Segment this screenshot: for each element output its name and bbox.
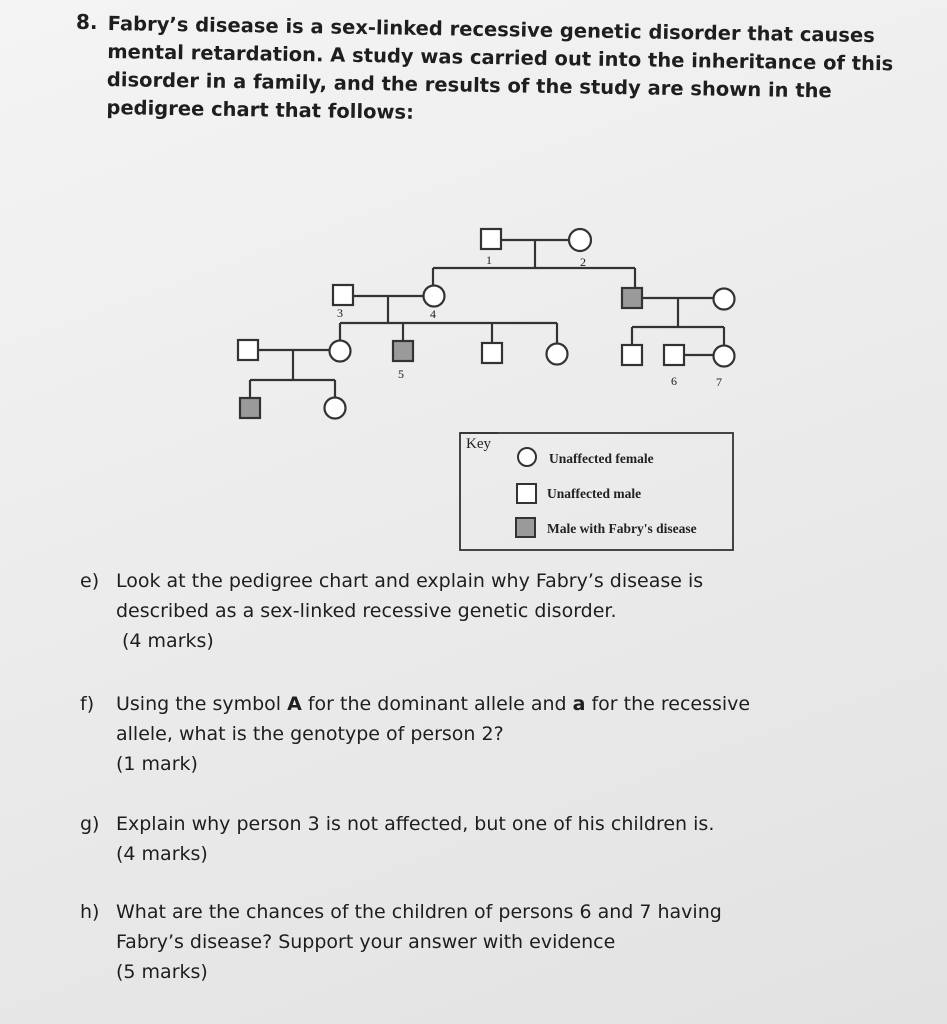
part-label: f) — [80, 693, 95, 715]
unaffected-female — [714, 289, 735, 310]
part-label: h) — [80, 901, 100, 923]
person-7-female — [714, 346, 735, 367]
label-7: 7 — [716, 375, 722, 389]
part-marks: (1 mark) — [116, 753, 198, 775]
label-6: 6 — [671, 374, 677, 388]
unaffected-female — [330, 341, 351, 362]
part-line: Fabry’s disease? Support your answer with evidence — [116, 931, 616, 953]
unaffected-male — [482, 343, 502, 363]
affected-male — [240, 398, 260, 418]
unaffected-male — [238, 340, 258, 360]
intro-line: mental retardation. A study was carried out into the inheritance of this — [107, 39, 894, 76]
key-male-symbol — [517, 484, 536, 503]
label-5: 5 — [398, 367, 404, 381]
part-line: What are the chances of the children of persons 6 and 7 having — [116, 901, 722, 923]
key-affected-male: Male with Fabry's disease — [547, 521, 697, 536]
part-marks: (4 marks) — [122, 630, 214, 652]
part-label: e) — [80, 570, 100, 592]
person-6-male — [664, 345, 684, 365]
key-unaffected-female: Unaffected female — [549, 451, 654, 466]
unaffected-female — [547, 344, 568, 365]
person-4-female — [424, 286, 445, 307]
part-label: g) — [80, 813, 100, 835]
label-3: 3 — [337, 306, 343, 320]
person-2-female — [569, 229, 591, 251]
key-affected-symbol — [516, 518, 535, 537]
affected-male — [622, 288, 642, 308]
part-line: Explain why person 3 is not affected, but one of his children is. — [116, 813, 715, 835]
key-unaffected-male: Unaffected male — [547, 486, 642, 501]
intro-line: Fabry’s disease is a sex-linked recessive genetic disorder that causes — [107, 11, 876, 48]
unaffected-male — [622, 345, 642, 365]
part-marks: (4 marks) — [116, 843, 208, 865]
label-4: 4 — [430, 307, 436, 321]
question-number: 8. — [76, 10, 98, 34]
label-1: 1 — [486, 253, 492, 267]
person-5-affected-male — [393, 341, 413, 361]
part-line: described as a sex-linked recessive genetic disorder. — [116, 600, 617, 622]
unaffected-female — [325, 398, 346, 419]
part-line: allele, what is the genotype of person 2? — [116, 723, 504, 745]
part-line: Using the symbol A for the dominant allele and a for the recessive — [116, 693, 751, 715]
key-title: Key — [466, 436, 491, 452]
label-2: 2 — [580, 255, 586, 269]
intro-line: disorder in a family, and the results of the study are shown in the — [106, 67, 832, 103]
person-1-male — [481, 229, 501, 249]
intro-line: pedigree chart that follows: — [106, 95, 415, 124]
part-line: Look at the pedigree chart and explain why Fabry’s disease is — [116, 570, 704, 592]
key-box — [460, 433, 733, 550]
key-female-symbol — [518, 448, 536, 466]
person-3-male — [333, 285, 353, 305]
part-marks: (5 marks) — [116, 961, 208, 983]
